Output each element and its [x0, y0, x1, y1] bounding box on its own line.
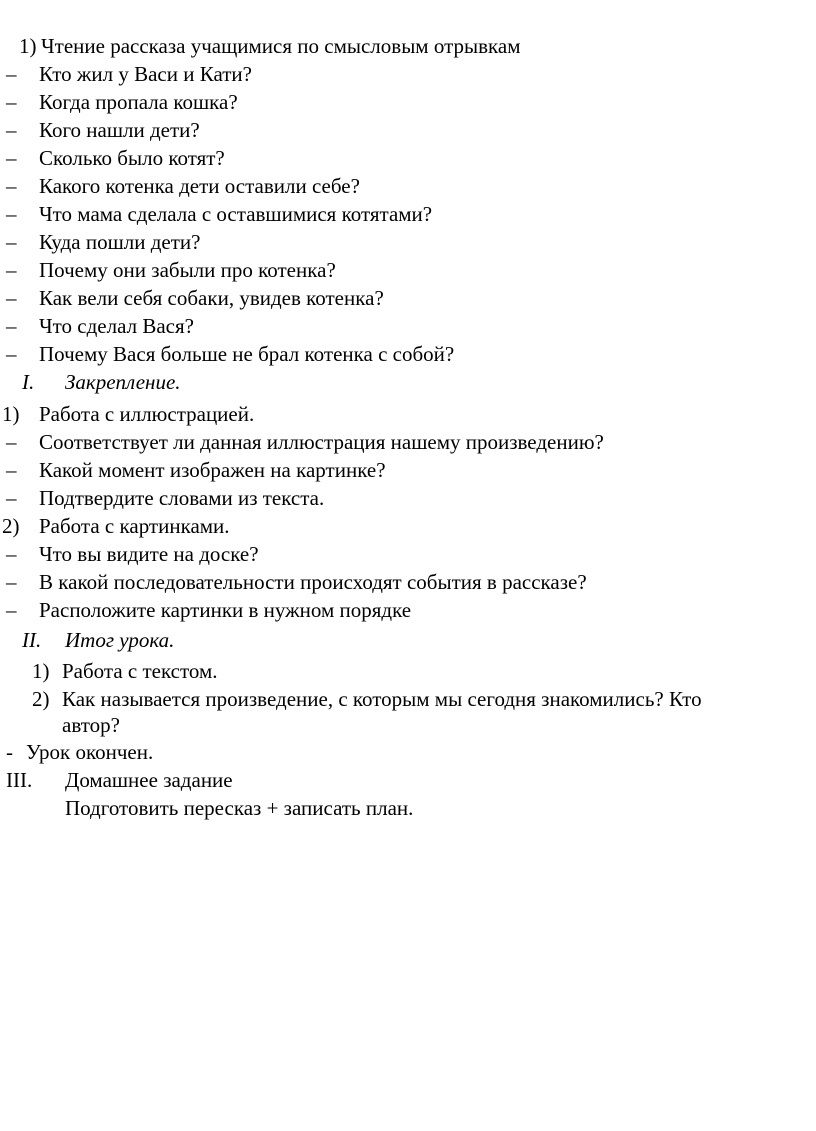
question-item: Куда пошли дети?	[39, 230, 201, 254]
lesson-end: Урок окончен.	[26, 740, 154, 764]
dash-marker: –	[6, 118, 17, 142]
question-item: Соответствует ли данная иллюстрация нашему произведению?	[39, 430, 604, 454]
dash-marker: –	[6, 430, 17, 454]
dash-marker: –	[6, 314, 17, 338]
section-consolidation-title: Закрепление.	[65, 370, 181, 394]
work-illustration-number: 1)	[2, 402, 20, 426]
question-item: Подтвердите словами из текста.	[39, 486, 325, 510]
dash-marker: –	[6, 458, 17, 482]
dash-marker: –	[6, 202, 17, 226]
question-item: Что вы видите на доске?	[39, 542, 259, 566]
dash-marker: –	[6, 90, 17, 114]
question-item: Что сделал Вася?	[39, 314, 194, 338]
question-item: Сколько было котят?	[39, 146, 225, 170]
question-item: Кто жил у Васи и Кати?	[39, 62, 252, 86]
section-summary-title: Итог урока.	[65, 628, 175, 652]
question-item: Как вели себя собаки, увидев котенка?	[39, 286, 384, 310]
question-item: Что мама сделала с оставшимися котятами?	[39, 202, 433, 226]
summary-item-text: Работа с текстом.	[62, 659, 218, 683]
section-homework-title: Домашнее задание	[65, 768, 233, 792]
section1-title: Чтение рассказа учащимися по смысловым отрывкам	[41, 34, 521, 58]
dash-marker: –	[6, 570, 17, 594]
dash-marker: –	[6, 342, 17, 366]
question-item: Почему они забыли про котенка?	[39, 258, 336, 282]
dash-marker: –	[6, 286, 17, 310]
dash-marker: –	[6, 174, 17, 198]
summary-item-number: 2)	[32, 687, 50, 711]
dash-marker: –	[6, 230, 17, 254]
question-item: В какой последовательности происходят события в рассказе?	[39, 570, 587, 594]
section-consolidation-numeral: I.	[22, 370, 35, 394]
question-item: Расположите картинки в нужном порядке	[39, 598, 412, 622]
hyphen-marker: -	[6, 740, 13, 764]
dash-marker: –	[6, 146, 17, 170]
section-homework-task: Подготовить пересказ + записать план.	[65, 796, 414, 820]
dash-marker: –	[6, 598, 17, 622]
question-item: Почему Вася больше не брал котенка с собой?	[39, 342, 455, 366]
dash-marker: –	[6, 258, 17, 282]
question-item: Какого котенка дети оставили себе?	[39, 174, 360, 198]
question-item: Кого нашли дети?	[39, 118, 200, 142]
section1-number: 1)	[19, 34, 37, 58]
section-summary-numeral: II.	[22, 628, 42, 652]
section-homework-numeral: III.	[6, 768, 33, 792]
summary-item-number: 1)	[32, 659, 50, 683]
question-item: Когда пропала кошка?	[39, 90, 238, 114]
work-pictures-number: 2)	[2, 514, 20, 538]
question-item: Какой момент изображен на картинке?	[39, 458, 386, 482]
summary-item-text-continued: автор?	[62, 713, 120, 737]
dash-marker: –	[6, 62, 17, 86]
summary-item-text: Как называется произведение, с которым мы сегодня знакомились? Кто	[62, 687, 702, 711]
dash-marker: –	[6, 542, 17, 566]
work-illustration-title: Работа с иллюстрацией.	[39, 402, 255, 426]
work-pictures-title: Работа с картинками.	[39, 514, 230, 538]
dash-marker: –	[6, 486, 17, 510]
